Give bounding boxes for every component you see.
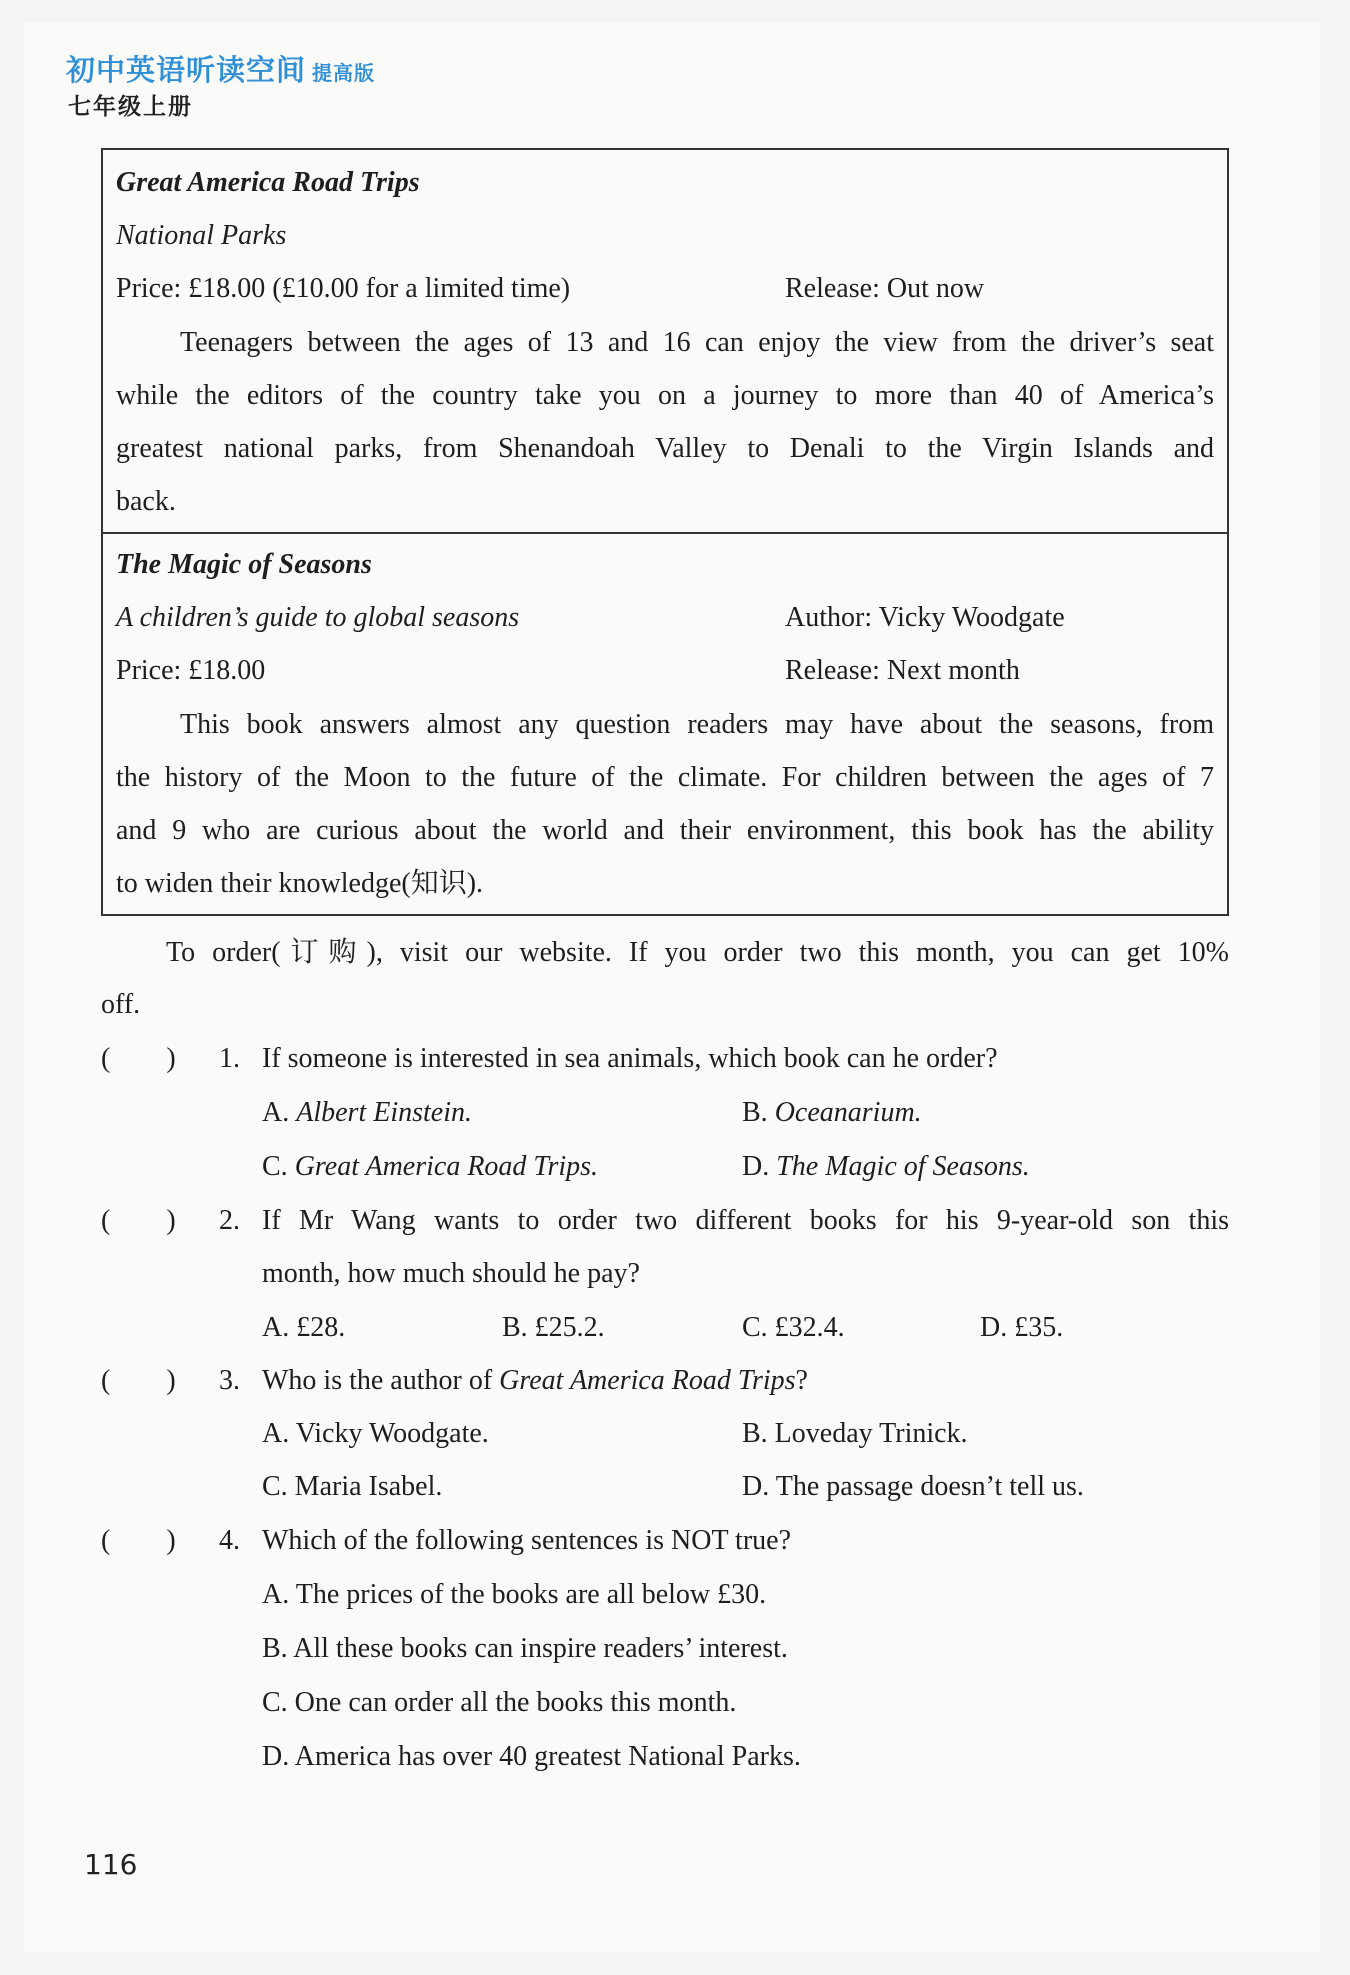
option-d: D. £35.	[980, 1312, 1064, 1343]
question-number: 2.	[219, 1205, 240, 1236]
book2-release: Release: Next month	[785, 655, 1020, 686]
book1-subtitle: National Parks	[116, 220, 287, 251]
series-title	[66, 48, 375, 89]
option-letter: D.	[742, 1151, 777, 1182]
option-text: Oceanarium.	[774, 1097, 922, 1128]
question-stem-title: Great America Road Trips	[499, 1365, 796, 1396]
order-note-line: To order(订购), visit our website. If you order two this month, you can get 10%	[166, 937, 1229, 968]
question-stem-suffix: ?	[795, 1365, 808, 1396]
question-stem: If someone is interested in sea animals, which book can he order?	[262, 1043, 998, 1074]
book2-desc-line: This book answers almost any question readers may have about the seasons, from	[180, 709, 1214, 740]
option-d	[742, 1150, 1030, 1184]
book1-release: Release: Out now	[785, 273, 985, 304]
option-c: C. One can order all the books this month.	[262, 1687, 737, 1718]
option-a: A. Vicky Woodgate.	[262, 1418, 489, 1449]
book2-title: The Magic of Seasons	[116, 549, 372, 580]
answer-bracket[interactable]: ( )	[101, 1525, 176, 1556]
option-c	[262, 1150, 598, 1184]
book2-author: Author: Vicky Woodgate	[785, 602, 1065, 633]
option-letter: A.	[262, 1097, 297, 1128]
option-text: The Magic of Seasons.	[776, 1151, 1030, 1182]
book2-price: Price: £18.00	[116, 655, 266, 686]
book2-desc-line: and 9 who are curious about the world and their environment, this book has the ability	[116, 815, 1214, 846]
option-text: Great America Road Trips.	[294, 1151, 599, 1182]
option-text: Albert Einstein.	[296, 1097, 472, 1128]
question-number: 3.	[219, 1365, 240, 1396]
option-b: B. Loveday Trinick.	[742, 1418, 968, 1449]
book2-subtitle: A children’s guide to global seasons	[116, 602, 520, 633]
option-d: D. America has over 40 greatest National Parks.	[262, 1741, 801, 1772]
option-a: A. £28.	[262, 1312, 346, 1343]
option-b	[742, 1096, 922, 1130]
option-b: B. £25.2.	[502, 1312, 605, 1343]
option-a: A. The prices of the books are all below £30.	[262, 1579, 767, 1610]
question-stem-cont: month, how much should he pay?	[262, 1258, 640, 1289]
option-c: C. £32.4.	[742, 1312, 845, 1343]
option-c: C. Maria Isabel.	[262, 1471, 443, 1502]
order-note-line: off.	[101, 989, 141, 1020]
book1-desc-line: Teenagers between the ages of 13 and 16 can enjoy the view from the driver’s seat	[180, 327, 1214, 358]
question-stem: If Mr Wang wants to order two different books for his 9-year-old son this	[262, 1205, 1229, 1236]
option-letter: B.	[742, 1097, 775, 1128]
grade-label: 七年级上册	[68, 93, 193, 120]
page-number: 116	[84, 1848, 138, 1881]
book2-desc-line: the history of the Moon to the future of the climate. For children between the ages of 7	[116, 762, 1214, 793]
book2-desc-line: to widen their knowledge(知识).	[116, 868, 484, 899]
question-stem: Which of the following sentences is NOT true?	[262, 1525, 792, 1556]
book1-desc-line: while the editors of the country take you on a journey to more than 40 of America’s	[116, 380, 1214, 411]
question-number: 4.	[219, 1525, 240, 1556]
book1-desc-line: back.	[116, 486, 176, 517]
option-d: D. The passage doesn’t tell us.	[742, 1471, 1084, 1502]
book1-price: Price: £18.00 (£10.00 for a limited time)	[116, 273, 571, 304]
book1-title: Great America Road Trips	[116, 167, 420, 198]
answer-bracket[interactable]: ( )	[101, 1205, 176, 1236]
question-stem	[262, 1364, 808, 1398]
book1-desc-line: greatest national parks, from Shenandoah Valley to Denali to the Virgin Islands and	[116, 433, 1214, 464]
answer-bracket[interactable]: ( )	[101, 1043, 176, 1074]
answer-bracket[interactable]: ( )	[101, 1365, 176, 1396]
option-a	[262, 1096, 472, 1130]
option-b: B. All these books can inspire readers’ interest.	[262, 1633, 788, 1664]
question-number: 1.	[219, 1043, 240, 1074]
series-title-text: 初中英语听读空间	[66, 53, 307, 87]
edition-label: 提高版	[312, 61, 376, 85]
question-stem-prefix: Who is the author of	[262, 1365, 500, 1396]
option-letter: C.	[262, 1151, 295, 1182]
